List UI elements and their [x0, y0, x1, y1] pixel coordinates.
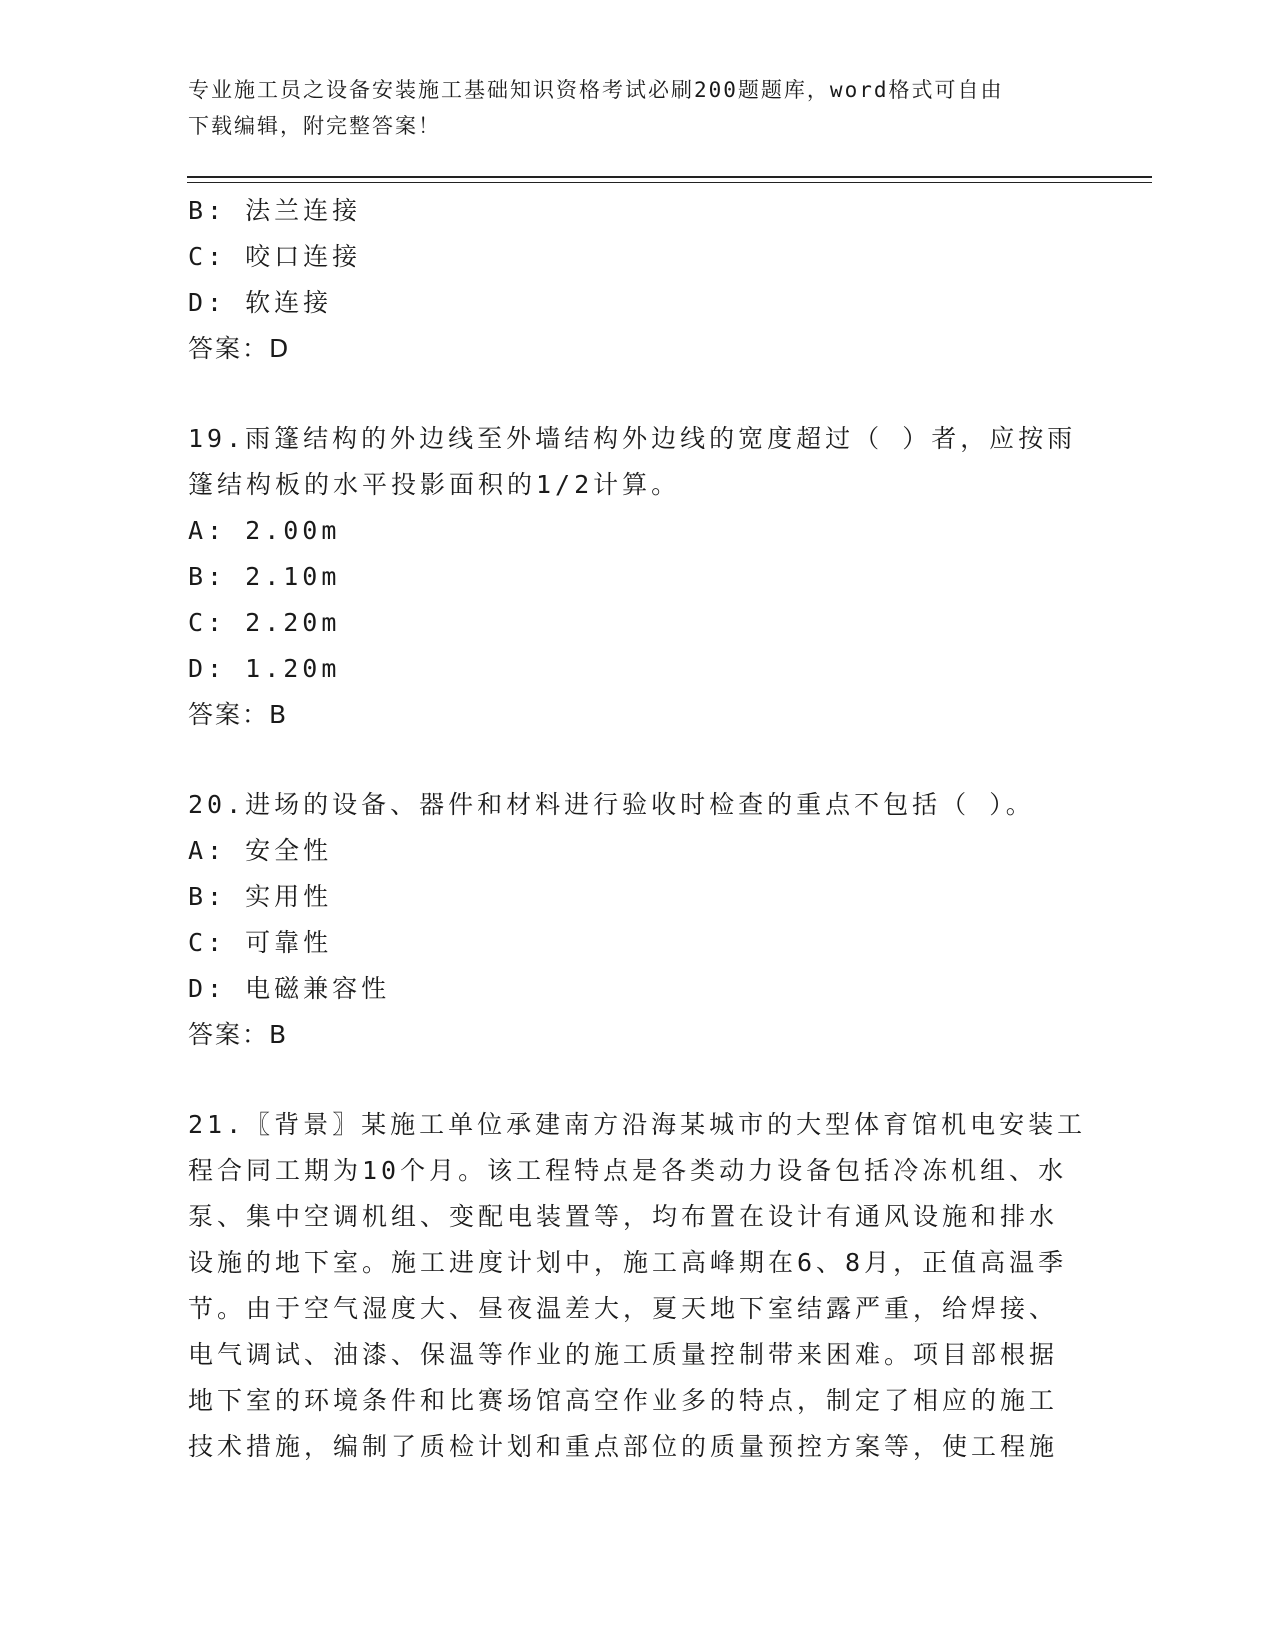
- q21-line: 泵、集中空调机组、变配电装置等，均布置在设计有通风设施和排水: [188, 1202, 1059, 1231]
- q20-option-a: A: 安全性: [188, 836, 333, 865]
- q18-answer: 答案：D: [188, 334, 291, 363]
- header-divider-thick: [187, 176, 1152, 178]
- q21-line: 技术措施，编制了质检计划和重点部位的质量预控方案等，使工程施: [188, 1432, 1059, 1461]
- q21-line: 地下室的环境条件和比赛场馆高空作业多的特点，制定了相应的施工: [188, 1386, 1059, 1415]
- q20-stem: 20.进场的设备、器件和材料进行验收时检查的重点不包括（ ）。: [188, 790, 1035, 819]
- q20-answer: 答案：B: [188, 1020, 289, 1049]
- header-line-2: 下载编辑，附完整答案！: [188, 114, 441, 138]
- q18-option-b: B: 法兰连接: [188, 196, 362, 225]
- q19-stem-line-2: 篷结构板的水平投影面积的1/2计算。: [188, 470, 681, 499]
- q19-option-a: A: 2.00m: [188, 516, 341, 545]
- q19-answer: 答案：B: [188, 700, 289, 729]
- q20-option-c: C: 可靠性: [188, 928, 333, 957]
- q19-stem-line-1: 19.雨篷结构的外边线至外墙结构外边线的宽度超过（ ）者，应按雨: [188, 424, 1077, 453]
- header-line-1: 专业施工员之设备安装施工基础知识资格考试必刷200题题库，word格式可自由: [188, 78, 1004, 102]
- q18-option-d: D: 软连接: [188, 288, 333, 317]
- q19-option-b: B: 2.10m: [188, 562, 341, 591]
- q20-option-d: D: 电磁兼容性: [188, 974, 391, 1003]
- q18-option-c: C: 咬口连接: [188, 242, 362, 271]
- page-header: [188, 72, 1068, 144]
- q20-option-b: B: 实用性: [188, 882, 333, 911]
- q21-line: 程合同工期为10个月。该工程特点是各类动力设备包括冷冻机组、水: [188, 1156, 1068, 1185]
- q21-background: [188, 1102, 1087, 1470]
- q21-line: 21.〖背景〗某施工单位承建南方沿海某城市的大型体育馆机电安装工: [188, 1110, 1087, 1139]
- q21-line: 电气调试、油漆、保温等作业的施工质量控制带来困难。项目部根据: [188, 1340, 1059, 1369]
- q21-line: 节。由于空气湿度大、昼夜温差大，夏天地下室结露严重，给焊接、: [188, 1294, 1059, 1323]
- q19-option-c: C: 2.20m: [188, 608, 341, 637]
- question-content: [188, 188, 1088, 1470]
- q19-option-d: D: 1.20m: [188, 654, 341, 683]
- q21-line: 设施的地下室。施工进度计划中，施工高峰期在6、8月，正值高温季: [188, 1248, 1068, 1277]
- header-divider-thin: [187, 182, 1152, 183]
